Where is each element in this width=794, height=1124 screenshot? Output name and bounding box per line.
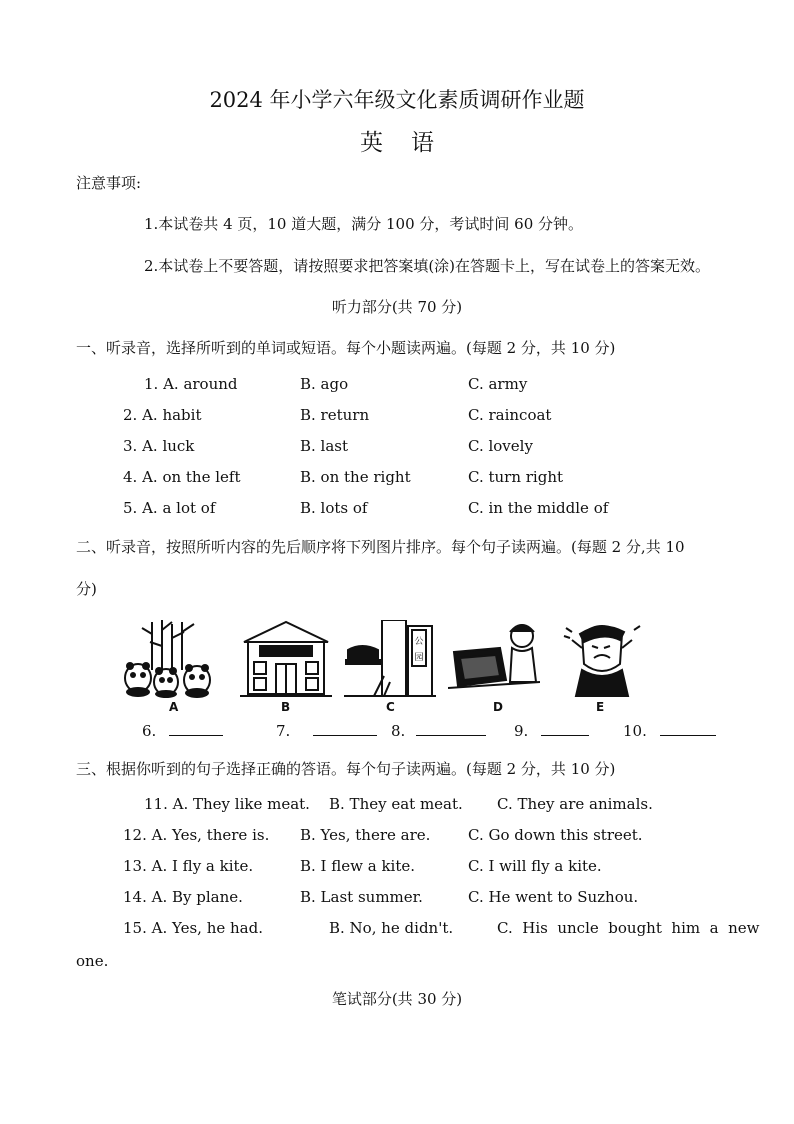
q12-option-c: C. Go down this street. [468, 826, 643, 844]
picture-label-a: A [169, 700, 179, 714]
q15-continuation: one. [76, 952, 109, 970]
blank-9-line[interactable] [541, 723, 589, 736]
blank-10-line[interactable] [660, 723, 716, 736]
notes-label: 注意事项: [76, 174, 142, 192]
q2-option-b: B. return [300, 406, 370, 424]
listening-heading: 听力部分(共 70 分) [331, 298, 463, 316]
picture-label-e: E [596, 700, 605, 714]
q14-option-c: C. He went to Suzhou. [468, 888, 639, 906]
q1-option-a: 1. A. around [144, 375, 238, 393]
q1-option-c: C. army [468, 375, 528, 393]
note-item-2: 2.本试卷上不要答题，请按照要求把答案填(涂)在答题卡上，写在试卷上的答案无效。 [144, 257, 711, 275]
q13-option-c: C. I will fly a kite. [468, 857, 602, 875]
picture-label-b: B [281, 700, 291, 714]
q1-option-b: B. ago [300, 375, 349, 393]
blank-7-number: 7. [276, 722, 291, 740]
q5-option-b: B. lots of [300, 499, 368, 517]
park-gate-picture [344, 620, 436, 698]
computer-desk-picture [448, 620, 540, 698]
picture-label-d: D [493, 700, 503, 714]
q15-option-b: B. No, he didn't. [329, 919, 454, 937]
picture-label-c: C [386, 700, 395, 714]
q11-option-b: B. They eat meat. [329, 795, 463, 813]
q3-option-a: 3. A. luck [123, 437, 195, 455]
blank-10-number: 10. [623, 722, 647, 740]
q3-option-b: B. last [300, 437, 349, 455]
exam-title: 2024 年小学六年级文化素质调研作业题 [209, 88, 585, 112]
q11-option-a: 11. A. They like meat. [144, 795, 310, 813]
q12-option-b: B. Yes, there are. [300, 826, 431, 844]
q4-option-b: B. on the right [300, 468, 411, 486]
q5-option-a: 5. A. a lot of [123, 499, 216, 517]
q14-option-b: B. Last summer. [300, 888, 423, 906]
q15-option-c: C. His uncle bought him a new [497, 919, 760, 937]
section2-heading-line1: 二、听录音，按照所听内容的先后顺序将下列图片排序。每个句子读两遍。(每题 2 分,共 10 [76, 538, 685, 556]
written-heading: 笔试部分(共 30 分) [331, 990, 463, 1008]
blank-7 [276, 722, 377, 740]
q3-option-c: C. lovely [468, 437, 533, 455]
svg-text:公: 公 [414, 637, 424, 647]
blank-7-line[interactable] [313, 723, 377, 736]
blank-9 [514, 722, 589, 740]
q2-option-c: C. raincoat [468, 406, 552, 424]
q4-option-a: 4. A. on the left [123, 468, 241, 486]
q2-option-a: 2. A. habit [123, 406, 202, 424]
blank-8-number: 8. [391, 722, 406, 740]
pandas-bamboo-picture [122, 620, 214, 698]
blank-10 [623, 722, 716, 740]
section1-heading: 一、听录音，选择所听到的单词或短语。每个小题读两遍。(每题 2 分，共 10 分) [76, 339, 616, 357]
q4-option-c: C. turn right [468, 468, 564, 486]
headache-boy-picture [558, 620, 650, 698]
blank-6-line[interactable] [169, 723, 223, 736]
q12-option-a: 12. A. Yes, there is. [123, 826, 270, 844]
q14-option-a: 14. A. By plane. [123, 888, 243, 906]
school-building-picture [240, 620, 332, 698]
svg-text:园: 园 [414, 653, 424, 663]
blank-9-number: 9. [514, 722, 529, 740]
section2-heading-line2: 分) [76, 580, 97, 598]
q13-option-b: B. I flew a kite. [300, 857, 416, 875]
q15-option-a: 15. A. Yes, he had. [123, 919, 263, 937]
blank-6-number: 6. [142, 722, 157, 740]
q13-option-a: 13. A. I fly a kite. [123, 857, 254, 875]
q5-option-c: C. in the middle of [468, 499, 609, 517]
exam-subject: 英语 [360, 130, 462, 156]
blank-8 [391, 722, 486, 740]
note-item-1: 1.本试卷共 4 页，10 道大题，满分 100 分，考试时间 60 分钟。 [144, 215, 584, 233]
blank-6 [142, 722, 223, 740]
q11-option-c: C. They are animals. [497, 795, 653, 813]
blank-8-line[interactable] [416, 723, 486, 736]
section3-heading: 三、根据你听到的句子选择正确的答语。每个句子读两遍。(每题 2 分，共 10 分) [76, 760, 616, 778]
